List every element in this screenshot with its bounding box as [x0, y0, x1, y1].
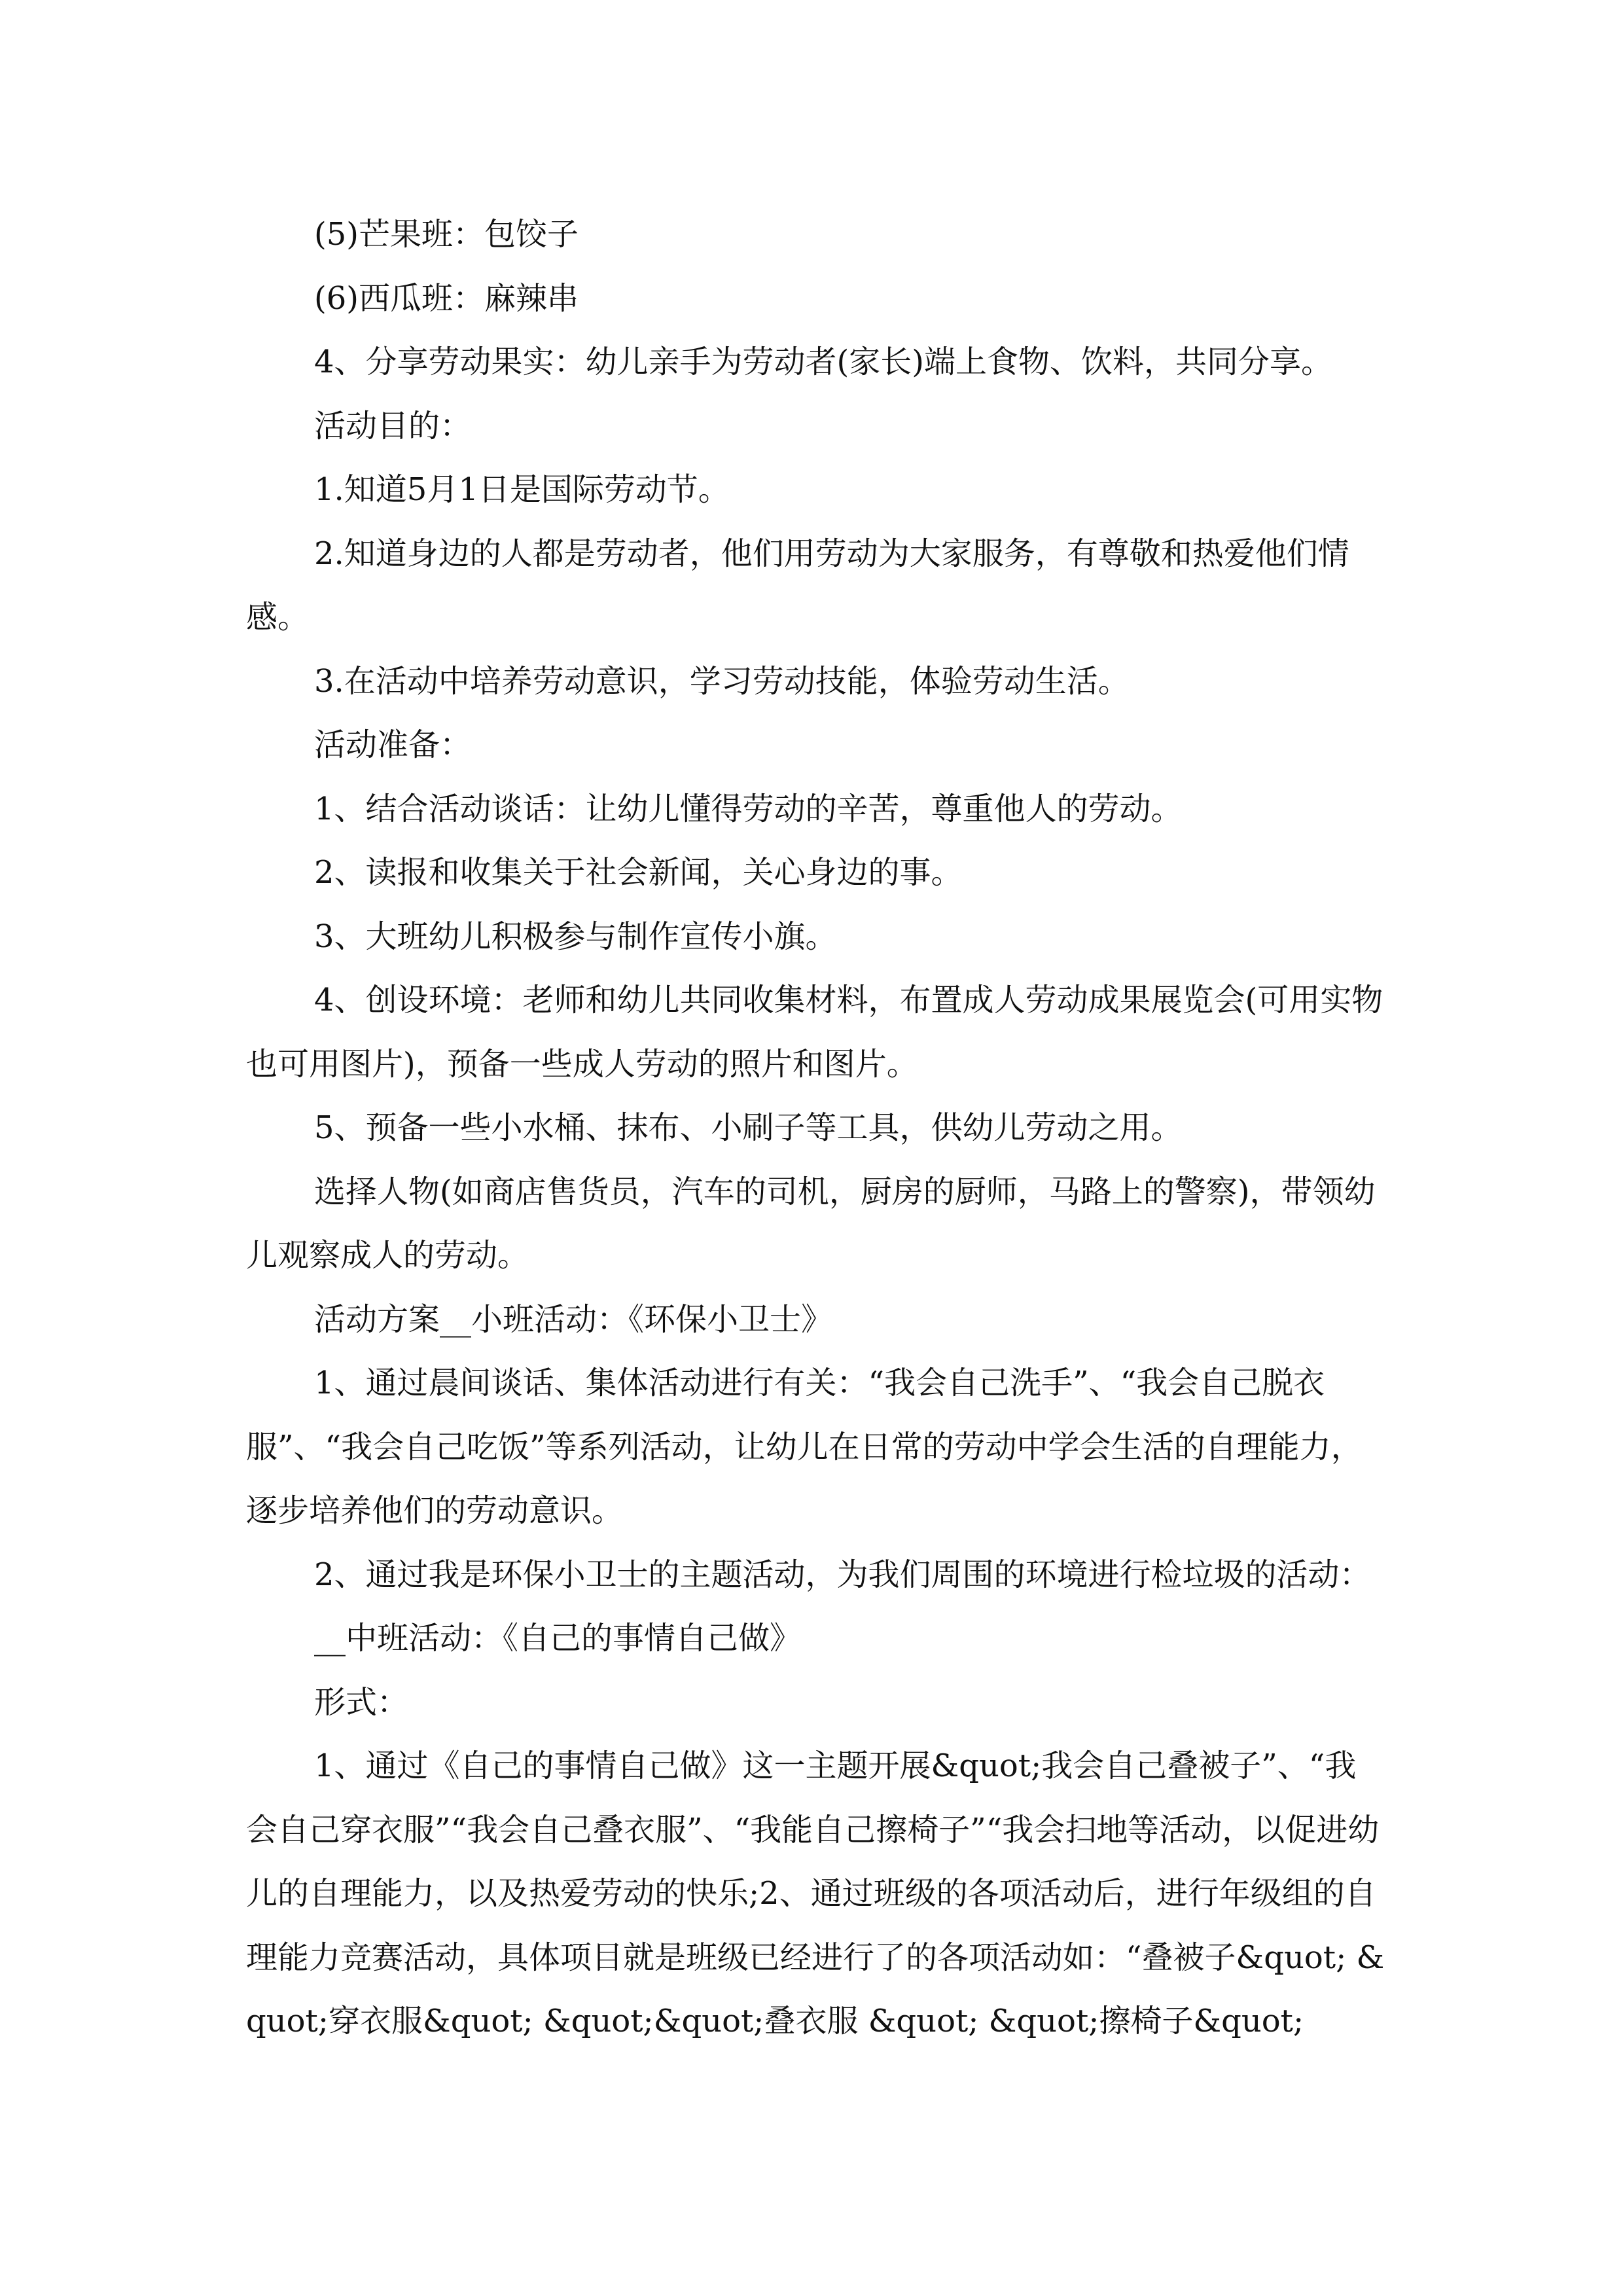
section-heading: __中班活动：《自己的事情自己做》 [314, 1620, 802, 1657]
paragraph: 3.在活动中培养劳动意识，学习劳动技能，体验劳动生活。 [314, 662, 1130, 700]
paragraph: 4、创设环境：老师和幼儿共同收集材料，布置成人劳动成果展览会(可用实物也可用图片)，预备一些成人劳动的照片和图片。 [246, 982, 1383, 1083]
paragraph: 1、通过晨间谈话、集体活动进行有关：“我会自己洗手”、“我会自己脱衣服”、“我会自己吃饭”等系列活动，让幼儿在日常的劳动中学会生活的自理能力，逐步培养他们的劳动意识。 [246, 1365, 1363, 1529]
paragraph: 4、分享劳动果实：幼儿亲手为劳动者(家长)端上食物、饮料，共同分享。 [314, 344, 1332, 380]
section-heading: 活动方案__小班活动：《环保小卫士》 [314, 1300, 833, 1338]
section-heading: 活动目的： [314, 407, 472, 444]
section-heading: 活动准备： [314, 726, 472, 763]
section-heading: 形式： [314, 1683, 409, 1721]
paragraph: 3、大班幼儿积极参与制作宣传小旗。 [314, 918, 837, 955]
paragraph: 1、通过《自己的事情自己做》这一主题开展&quot;我会自己叠被子”、“我会自己穿衣服”“我会自己叠衣服”、“我能自己擦椅子”“我会扫地等活动，以促进幼儿的自理能力，以及热爱劳动的快乐;2、通过班级的各项活动后，进行年级组的自理能力竞赛活动，具体项目就是班级已经进行了的各项活动如：“叠被子&quot; &quot;穿衣服&quot; &quot;&quot;叠衣服 &quot; &quot;擦椅子&quot; [246, 1748, 1385, 2039]
paragraph: 2、通过我是环保小卫士的主题活动，为我们周围的环境进行检垃圾的活动： [314, 1556, 1371, 1593]
paragraph: 1、结合活动谈话：让幼儿懂得劳动的辛苦，尊重他人的劳动。 [314, 790, 1183, 827]
paragraph: 选择人物(如商店售货员，汽车的司机，厨房的厨师，马路上的警察)，带领幼儿观察成人的劳动。 [246, 1173, 1376, 1274]
paragraph: 1.知道5月1日是国际劳动节。 [314, 471, 730, 508]
paragraph: (5)芒果班：包饺子 [314, 216, 579, 253]
paragraph: 5、预备一些小水桶、抹布、小刷子等工具，供幼儿劳动之用。 [314, 1109, 1183, 1146]
paragraph: 2.知道身边的人都是劳动者，他们用劳动为大家服务，有尊敬和热爱他们情感。 [246, 535, 1349, 636]
document-body [246, 203, 1385, 2054]
paragraph: (6)西瓜班：麻辣串 [314, 279, 579, 317]
paragraph: 2、读报和收集关于社会新闻，关心身边的事。 [314, 854, 963, 891]
